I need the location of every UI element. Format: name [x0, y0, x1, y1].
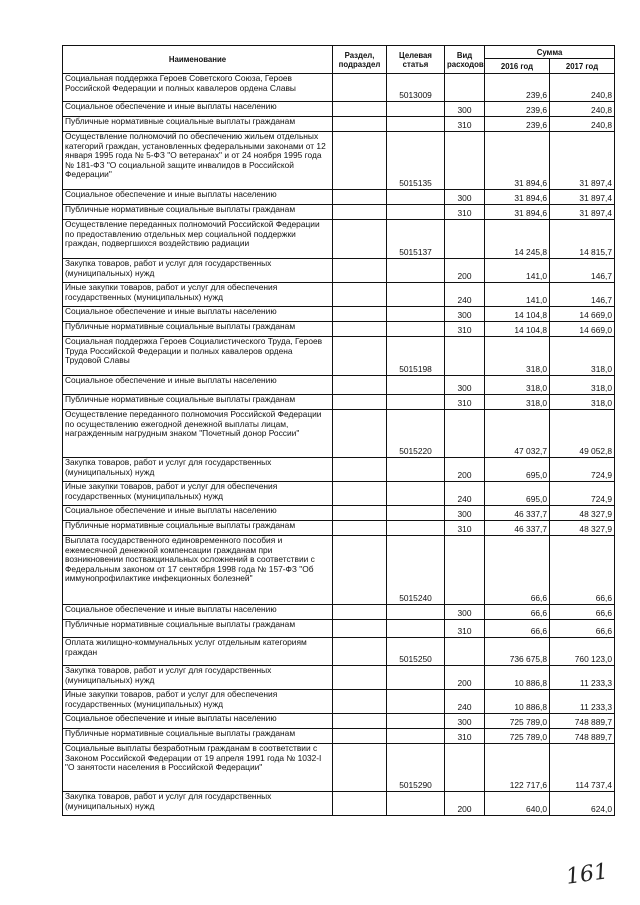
- cell-expense-type: [445, 744, 485, 792]
- cell-sum-2016: 736 675,8: [485, 638, 550, 666]
- cell-section: [333, 337, 387, 376]
- cell-sum-2016: 14 104,8: [485, 322, 550, 337]
- cell-sum-2016: 239,6: [485, 102, 550, 117]
- table-row: [63, 714, 615, 729]
- cell-sum-2016: 66,6: [485, 536, 550, 605]
- cell-section: [333, 536, 387, 605]
- cell-section: [333, 792, 387, 816]
- cell-expense-type: 240: [445, 283, 485, 307]
- cell-name: Выплата государственного единовременного пособия и ежемесячной денежной компенсации гражданам при возникновении поствакцинальных осложнений в соответствии с Федеральным законом от 17 сентября 1998 года № 157-ФЗ "Об иммунопрофилактике инфекционных болезней": [63, 536, 333, 605]
- cell-section: [333, 521, 387, 536]
- cell-name: Публичные нормативные социальные выплаты гражданам: [63, 395, 333, 410]
- cell-expense-type: [445, 410, 485, 458]
- cell-expense-type: [445, 132, 485, 190]
- cell-article: 5015250: [387, 638, 445, 666]
- table-row: [63, 410, 615, 458]
- cell-article: [387, 729, 445, 744]
- cell-expense-type: 310: [445, 521, 485, 536]
- cell-expense-type: 310: [445, 322, 485, 337]
- cell-expense-type: 310: [445, 205, 485, 220]
- cell-name: Закупка товаров, работ и услуг для государственных (муниципальных) нужд: [63, 666, 333, 690]
- cell-name: Осуществление переданного полномочия Российской Федерации по осуществлению ежегодной денежной выплаты лицам, награжденным нагрудным знаком "Почетный донор России": [63, 410, 333, 458]
- cell-sum-2016: 141,0: [485, 283, 550, 307]
- cell-section: [333, 690, 387, 714]
- cell-sum-2016: 14 104,8: [485, 307, 550, 322]
- budget-table: [62, 45, 615, 816]
- cell-sum-2017: 31 897,4: [550, 132, 615, 190]
- cell-section: [333, 74, 387, 102]
- cell-name: Социальное обеспечение и иные выплаты населению: [63, 714, 333, 729]
- cell-sum-2016: 31 894,6: [485, 205, 550, 220]
- cell-section: [333, 620, 387, 638]
- cell-name: Социальное обеспечение и иные выплаты населению: [63, 605, 333, 620]
- cell-section: [333, 638, 387, 666]
- cell-name: Социальное обеспечение и иные выплаты населению: [63, 190, 333, 205]
- cell-article: 5013009: [387, 74, 445, 102]
- cell-sum-2017: 66,6: [550, 620, 615, 638]
- cell-name: Социальная поддержка Героев Социалистического Труда, Героев Труда Российской Федерации и полных кавалеров ордена Трудовой Славы: [63, 337, 333, 376]
- cell-section: [333, 132, 387, 190]
- cell-article: [387, 395, 445, 410]
- cell-sum-2017: 748 889,7: [550, 729, 615, 744]
- table-row: [63, 395, 615, 410]
- header-article: Целевая статья: [387, 46, 445, 74]
- cell-name: Осуществление полномочий по обеспечению жильем отдельных категорий граждан, установленных федеральными законами от 12 января 1995 года № 5-ФЗ "О ветеранах" и от 24 ноября 1995 года № 181-ФЗ "О социальной защите инвалидов в Российской Федерации": [63, 132, 333, 190]
- table-row: [63, 102, 615, 117]
- cell-section: [333, 410, 387, 458]
- cell-article: [387, 259, 445, 283]
- cell-sum-2017: 240,8: [550, 102, 615, 117]
- cell-article: [387, 117, 445, 132]
- table-row: [63, 205, 615, 220]
- cell-sum-2017: 66,6: [550, 536, 615, 605]
- cell-name: Социальное обеспечение и иные выплаты населению: [63, 102, 333, 117]
- cell-sum-2017: 49 052,8: [550, 410, 615, 458]
- cell-section: [333, 190, 387, 205]
- cell-sum-2016: 695,0: [485, 482, 550, 506]
- table-row: [63, 337, 615, 376]
- cell-name: Социальное обеспечение и иные выплаты населению: [63, 307, 333, 322]
- cell-expense-type: 310: [445, 117, 485, 132]
- table-row: [63, 792, 615, 816]
- table-row: [63, 74, 615, 102]
- cell-expense-type: 300: [445, 190, 485, 205]
- cell-sum-2016: 14 245,8: [485, 220, 550, 259]
- cell-expense-type: 200: [445, 458, 485, 482]
- header-year-2016: 2016 год: [485, 59, 550, 74]
- cell-section: [333, 376, 387, 395]
- cell-article: [387, 506, 445, 521]
- cell-sum-2016: 318,0: [485, 337, 550, 376]
- cell-expense-type: 240: [445, 690, 485, 714]
- table-row: [63, 117, 615, 132]
- cell-name: Закупка товаров, работ и услуг для государственных (муниципальных) нужд: [63, 259, 333, 283]
- cell-sum-2016: 47 032,7: [485, 410, 550, 458]
- cell-expense-type: 310: [445, 729, 485, 744]
- cell-name: Оплата жилищно-коммунальных услуг отдельным категориям граждан: [63, 638, 333, 666]
- cell-name: Иные закупки товаров, работ и услуг для обеспечения государственных (муниципальных) нужд: [63, 482, 333, 506]
- cell-article: [387, 666, 445, 690]
- cell-section: [333, 102, 387, 117]
- cell-article: [387, 322, 445, 337]
- cell-sum-2016: 141,0: [485, 259, 550, 283]
- table-row: [63, 220, 615, 259]
- cell-article: [387, 205, 445, 220]
- cell-article: [387, 102, 445, 117]
- table-row: [63, 521, 615, 536]
- cell-sum-2017: 760 123,0: [550, 638, 615, 666]
- cell-article: 5015135: [387, 132, 445, 190]
- cell-sum-2016: 239,6: [485, 117, 550, 132]
- cell-sum-2017: 48 327,9: [550, 506, 615, 521]
- cell-section: [333, 205, 387, 220]
- table-row: [63, 283, 615, 307]
- cell-sum-2017: 624,0: [550, 792, 615, 816]
- cell-sum-2017: 318,0: [550, 337, 615, 376]
- cell-expense-type: [445, 638, 485, 666]
- header-name: Наименование: [63, 46, 333, 74]
- cell-sum-2016: 318,0: [485, 376, 550, 395]
- cell-name: Закупка товаров, работ и услуг для государственных (муниципальных) нужд: [63, 458, 333, 482]
- cell-expense-type: 200: [445, 792, 485, 816]
- cell-name: Публичные нормативные социальные выплаты гражданам: [63, 729, 333, 744]
- cell-article: [387, 458, 445, 482]
- cell-name: Социальная поддержка Героев Советского Союза, Героев Российской Федерации и полных кавалеров ордена Славы: [63, 74, 333, 102]
- cell-article: 5015198: [387, 337, 445, 376]
- cell-expense-type: 300: [445, 605, 485, 620]
- table-body: [63, 74, 615, 816]
- cell-expense-type: 310: [445, 620, 485, 638]
- cell-expense-type: 300: [445, 714, 485, 729]
- cell-section: [333, 458, 387, 482]
- table-row: [63, 307, 615, 322]
- cell-article: [387, 190, 445, 205]
- cell-sum-2017: 31 897,4: [550, 205, 615, 220]
- table-row: [63, 458, 615, 482]
- cell-article: [387, 605, 445, 620]
- cell-section: [333, 729, 387, 744]
- cell-sum-2017: 66,6: [550, 605, 615, 620]
- cell-sum-2017: 14 669,0: [550, 307, 615, 322]
- cell-sum-2016: 66,6: [485, 620, 550, 638]
- cell-sum-2016: 31 894,6: [485, 132, 550, 190]
- cell-section: [333, 322, 387, 337]
- cell-expense-type: [445, 220, 485, 259]
- table-row: [63, 132, 615, 190]
- table-row: [63, 744, 615, 792]
- cell-sum-2017: 240,8: [550, 117, 615, 132]
- cell-sum-2016: 640,0: [485, 792, 550, 816]
- cell-sum-2017: 14 669,0: [550, 322, 615, 337]
- cell-name: Социальные выплаты безработным гражданам в соответствии с Законом Российской Федерации от 19 апреля 1991 года № 1032-I "О занятости населения в Российской Федерации": [63, 744, 333, 792]
- cell-sum-2016: 725 789,0: [485, 729, 550, 744]
- cell-article: [387, 620, 445, 638]
- cell-expense-type: 200: [445, 259, 485, 283]
- cell-article: [387, 792, 445, 816]
- cell-article: 5015137: [387, 220, 445, 259]
- table-row: [63, 729, 615, 744]
- cell-section: [333, 307, 387, 322]
- cell-expense-type: [445, 536, 485, 605]
- cell-name: Закупка товаров, работ и услуг для государственных (муниципальных) нужд: [63, 792, 333, 816]
- cell-sum-2017: 11 233,3: [550, 690, 615, 714]
- cell-article: [387, 714, 445, 729]
- cell-sum-2017: 748 889,7: [550, 714, 615, 729]
- cell-sum-2017: 146,7: [550, 283, 615, 307]
- cell-sum-2017: 240,8: [550, 74, 615, 102]
- cell-name: Публичные нормативные социальные выплаты гражданам: [63, 205, 333, 220]
- cell-name: Публичные нормативные социальные выплаты гражданам: [63, 117, 333, 132]
- cell-article: [387, 307, 445, 322]
- cell-article: [387, 283, 445, 307]
- header-section: Раздел, подраздел: [333, 46, 387, 74]
- page-number: 161: [564, 859, 610, 890]
- header-year-2017: 2017 год: [550, 59, 615, 74]
- cell-sum-2017: 48 327,9: [550, 521, 615, 536]
- cell-section: [333, 666, 387, 690]
- table-row: [63, 690, 615, 714]
- cell-sum-2017: 318,0: [550, 376, 615, 395]
- table-row: [63, 506, 615, 521]
- cell-sum-2016: 46 337,7: [485, 506, 550, 521]
- cell-sum-2016: 239,6: [485, 74, 550, 102]
- cell-sum-2016: 46 337,7: [485, 521, 550, 536]
- table-row: [63, 190, 615, 205]
- header-expense-type: Вид расходов: [445, 46, 485, 74]
- table-row: [63, 322, 615, 337]
- table-row: [63, 259, 615, 283]
- table-row: [63, 620, 615, 638]
- cell-name: Иные закупки товаров, работ и услуг для обеспечения государственных (муниципальных) нужд: [63, 283, 333, 307]
- cell-name: Публичные нормативные социальные выплаты гражданам: [63, 322, 333, 337]
- cell-article: [387, 690, 445, 714]
- cell-section: [333, 220, 387, 259]
- table-row: [63, 376, 615, 395]
- header-sum: Сумма: [485, 46, 615, 59]
- cell-sum-2016: 10 886,8: [485, 690, 550, 714]
- cell-expense-type: 240: [445, 482, 485, 506]
- table-row: [63, 638, 615, 666]
- cell-section: [333, 714, 387, 729]
- cell-expense-type: [445, 337, 485, 376]
- cell-article: 5015290: [387, 744, 445, 792]
- cell-sum-2017: 114 737,4: [550, 744, 615, 792]
- cell-sum-2017: 318,0: [550, 395, 615, 410]
- table-row: [63, 482, 615, 506]
- table-row: [63, 666, 615, 690]
- table-row: [63, 536, 615, 605]
- cell-sum-2016: 66,6: [485, 605, 550, 620]
- cell-expense-type: 300: [445, 506, 485, 521]
- cell-sum-2017: 11 233,3: [550, 666, 615, 690]
- cell-article: [387, 482, 445, 506]
- cell-section: [333, 605, 387, 620]
- cell-expense-type: [445, 74, 485, 102]
- cell-expense-type: 300: [445, 376, 485, 395]
- cell-expense-type: 300: [445, 102, 485, 117]
- cell-name: Социальное обеспечение и иные выплаты населению: [63, 376, 333, 395]
- cell-sum-2017: 14 815,7: [550, 220, 615, 259]
- cell-section: [333, 482, 387, 506]
- cell-name: Публичные нормативные социальные выплаты гражданам: [63, 620, 333, 638]
- cell-section: [333, 283, 387, 307]
- cell-name: Иные закупки товаров, работ и услуг для обеспечения государственных (муниципальных) нужд: [63, 690, 333, 714]
- cell-sum-2016: 695,0: [485, 458, 550, 482]
- cell-sum-2017: 724,9: [550, 482, 615, 506]
- cell-sum-2016: 122 717,6: [485, 744, 550, 792]
- cell-name: Публичные нормативные социальные выплаты гражданам: [63, 521, 333, 536]
- cell-sum-2016: 318,0: [485, 395, 550, 410]
- cell-name: Социальное обеспечение и иные выплаты населению: [63, 506, 333, 521]
- cell-sum-2016: 31 894,6: [485, 190, 550, 205]
- cell-section: [333, 259, 387, 283]
- cell-sum-2017: 31 897,4: [550, 190, 615, 205]
- cell-sum-2016: 725 789,0: [485, 714, 550, 729]
- cell-article: [387, 521, 445, 536]
- cell-expense-type: 300: [445, 307, 485, 322]
- cell-expense-type: 310: [445, 395, 485, 410]
- cell-sum-2016: 10 886,8: [485, 666, 550, 690]
- cell-section: [333, 506, 387, 521]
- cell-sum-2017: 724,9: [550, 458, 615, 482]
- cell-article: [387, 376, 445, 395]
- cell-section: [333, 744, 387, 792]
- cell-sum-2017: 146,7: [550, 259, 615, 283]
- cell-section: [333, 395, 387, 410]
- cell-article: 5015240: [387, 536, 445, 605]
- cell-section: [333, 117, 387, 132]
- cell-expense-type: 200: [445, 666, 485, 690]
- table-row: [63, 605, 615, 620]
- cell-article: 5015220: [387, 410, 445, 458]
- cell-name: Осуществление переданных полномочий Российской Федерации по предоставлению отдельных мер социальной поддержки граждан, подвергшихся воздействию радиации: [63, 220, 333, 259]
